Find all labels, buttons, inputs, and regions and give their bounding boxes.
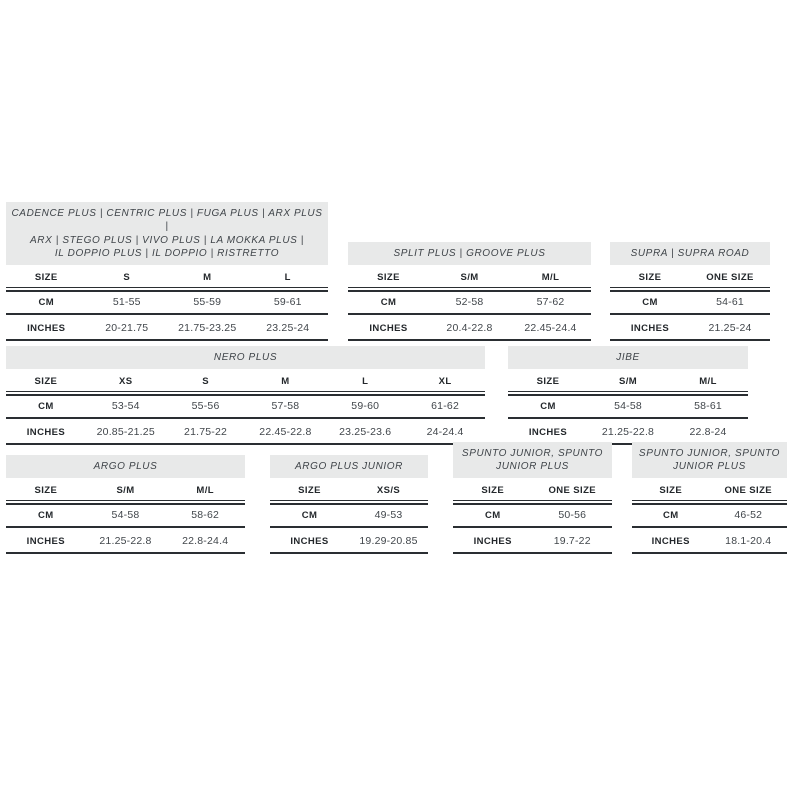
inches-row: [6, 315, 328, 341]
column-header-row: [453, 479, 612, 501]
table-title: SPUNTO JUNIOR, SPUNTO JUNIOR PLUS: [453, 442, 612, 478]
size-table-cadence-group: [6, 202, 328, 341]
size-value: 55-59: [167, 288, 248, 315]
row-label-inches: INCHES: [270, 528, 349, 554]
table-title: JIBE: [508, 346, 748, 369]
size-value: 54-61: [690, 288, 770, 315]
size-value: 51-55: [87, 288, 168, 315]
column-header: XL: [405, 370, 485, 392]
inches-row: [610, 315, 770, 341]
column-header: SIZE: [6, 266, 87, 288]
size-grid: [6, 479, 245, 554]
cm-row: [270, 501, 428, 528]
column-header: S/M: [429, 266, 510, 288]
column-header-row: [270, 479, 428, 501]
size-value: 21.25-22.8: [588, 419, 668, 445]
size-value: 19.7-22: [533, 528, 613, 554]
inches-row: [632, 528, 787, 554]
size-value: 53-54: [86, 392, 166, 419]
size-value: 57-62: [510, 288, 591, 315]
column-header: M/L: [510, 266, 591, 288]
row-label-cm: CM: [632, 501, 710, 528]
column-header: M: [245, 370, 325, 392]
size-value: 54-58: [588, 392, 668, 419]
column-header: XS: [86, 370, 166, 392]
size-value: 22.45-22.8: [245, 419, 325, 445]
column-header: M: [167, 266, 248, 288]
size-value: 23.25-23.6: [325, 419, 405, 445]
row-label-inches: INCHES: [6, 528, 86, 554]
cm-row: [610, 288, 770, 315]
cm-row: [508, 392, 748, 419]
column-header: SIZE: [348, 266, 429, 288]
size-grid: [348, 266, 591, 341]
table-title: SPLIT PLUS | GROOVE PLUS: [348, 242, 591, 265]
size-value: 24-24.4: [405, 419, 485, 445]
inches-row: [453, 528, 612, 554]
cm-row: [632, 501, 787, 528]
size-value: 58-61: [668, 392, 748, 419]
size-grid: [6, 266, 328, 341]
inches-row: [348, 315, 591, 341]
size-value: 57-58: [245, 392, 325, 419]
column-header: L: [248, 266, 329, 288]
size-value: 49-53: [349, 501, 428, 528]
column-header: M/L: [668, 370, 748, 392]
column-header: ONE SIZE: [710, 479, 788, 501]
row-label-inches: INCHES: [632, 528, 710, 554]
size-value: 18.1-20.4: [710, 528, 788, 554]
size-table-argo-plus-junior: [270, 455, 428, 554]
size-table-spunto-junior-2: [632, 442, 787, 554]
column-header: SIZE: [270, 479, 349, 501]
size-grid: [610, 266, 770, 341]
size-value: 59-60: [325, 392, 405, 419]
column-header: S: [166, 370, 246, 392]
table-title: NERO PLUS: [6, 346, 485, 369]
column-header: XS/S: [349, 479, 428, 501]
cm-row: [453, 501, 612, 528]
row-label-inches: INCHES: [6, 315, 87, 341]
size-table-argo-plus: [6, 455, 245, 554]
table-title: SPUNTO JUNIOR, SPUNTO JUNIOR PLUS: [632, 442, 787, 478]
size-value: 19.29-20.85: [349, 528, 428, 554]
row-label-cm: CM: [6, 501, 86, 528]
row-label-inches: INCHES: [610, 315, 690, 341]
column-header: ONE SIZE: [690, 266, 770, 288]
size-value: 21.25-22.8: [86, 528, 166, 554]
column-header-row: [6, 479, 245, 501]
inches-row: [270, 528, 428, 554]
size-value: 46-52: [710, 501, 788, 528]
size-table-split-groove: [348, 242, 591, 341]
column-header: SIZE: [6, 370, 86, 392]
column-header-row: [6, 370, 485, 392]
size-value: 20.85-21.25: [86, 419, 166, 445]
size-value: 20.4-22.8: [429, 315, 510, 341]
size-value: 23.25-24: [248, 315, 329, 341]
row-label-inches: INCHES: [508, 419, 588, 445]
column-header: SIZE: [453, 479, 533, 501]
size-value: 58-62: [165, 501, 245, 528]
row-label-cm: CM: [508, 392, 588, 419]
table-title: SUPRA | SUPRA ROAD: [610, 242, 770, 265]
column-header: S: [87, 266, 168, 288]
size-value: 21.25-24: [690, 315, 770, 341]
size-value: 52-58: [429, 288, 510, 315]
column-header-row: [632, 479, 787, 501]
column-header: S/M: [86, 479, 166, 501]
row-label-cm: CM: [6, 288, 87, 315]
row-label-cm: CM: [610, 288, 690, 315]
column-header: SIZE: [508, 370, 588, 392]
size-grid: [453, 479, 612, 554]
size-value: 55-56: [166, 392, 246, 419]
column-header-row: [348, 266, 591, 288]
size-value: 22.8-24.4: [165, 528, 245, 554]
column-header: SIZE: [6, 479, 86, 501]
column-header: ONE SIZE: [533, 479, 613, 501]
inches-row: [6, 419, 485, 445]
cm-row: [348, 288, 591, 315]
column-header-row: [6, 266, 328, 288]
size-value: 20-21.75: [87, 315, 168, 341]
column-header: M/L: [165, 479, 245, 501]
column-header-row: [508, 370, 748, 392]
row-label-inches: INCHES: [6, 419, 86, 445]
size-table-supra: [610, 242, 770, 341]
row-label-cm: CM: [453, 501, 533, 528]
row-label-inches: INCHES: [348, 315, 429, 341]
column-header: L: [325, 370, 405, 392]
size-value: 54-58: [86, 501, 166, 528]
size-grid: [6, 370, 485, 445]
column-header: SIZE: [610, 266, 690, 288]
table-title: CADENCE PLUS | CENTRIC PLUS | FUGA PLUS | ARX PLUS | ARX | STEGO PLUS | VIVO PLUS | LA MOKKA PLUS | IL DOPPIO PLUS | IL DOPPIO | RISTRETTO: [6, 202, 328, 265]
size-value: 22.45-24.4: [510, 315, 591, 341]
cm-row: [6, 288, 328, 315]
size-grid: [632, 479, 787, 554]
size-value: 61-62: [405, 392, 485, 419]
column-header-row: [610, 266, 770, 288]
column-header: S/M: [588, 370, 668, 392]
table-title: ARGO PLUS JUNIOR: [270, 455, 428, 478]
size-value: 50-56: [533, 501, 613, 528]
size-value: 22.8-24: [668, 419, 748, 445]
size-table-spunto-junior-1: [453, 442, 612, 554]
size-value: 21.75-22: [166, 419, 246, 445]
size-table-nero-plus: [6, 346, 485, 445]
row-label-inches: INCHES: [453, 528, 533, 554]
column-header: SIZE: [632, 479, 710, 501]
table-title: ARGO PLUS: [6, 455, 245, 478]
size-grid: [270, 479, 428, 554]
inches-row: [6, 528, 245, 554]
cm-row: [6, 501, 245, 528]
row-label-cm: CM: [270, 501, 349, 528]
size-table-jibe: [508, 346, 748, 445]
cm-row: [6, 392, 485, 419]
size-grid: [508, 370, 748, 445]
row-label-cm: CM: [6, 392, 86, 419]
row-label-cm: CM: [348, 288, 429, 315]
size-value: 59-61: [248, 288, 329, 315]
size-value: 21.75-23.25: [167, 315, 248, 341]
